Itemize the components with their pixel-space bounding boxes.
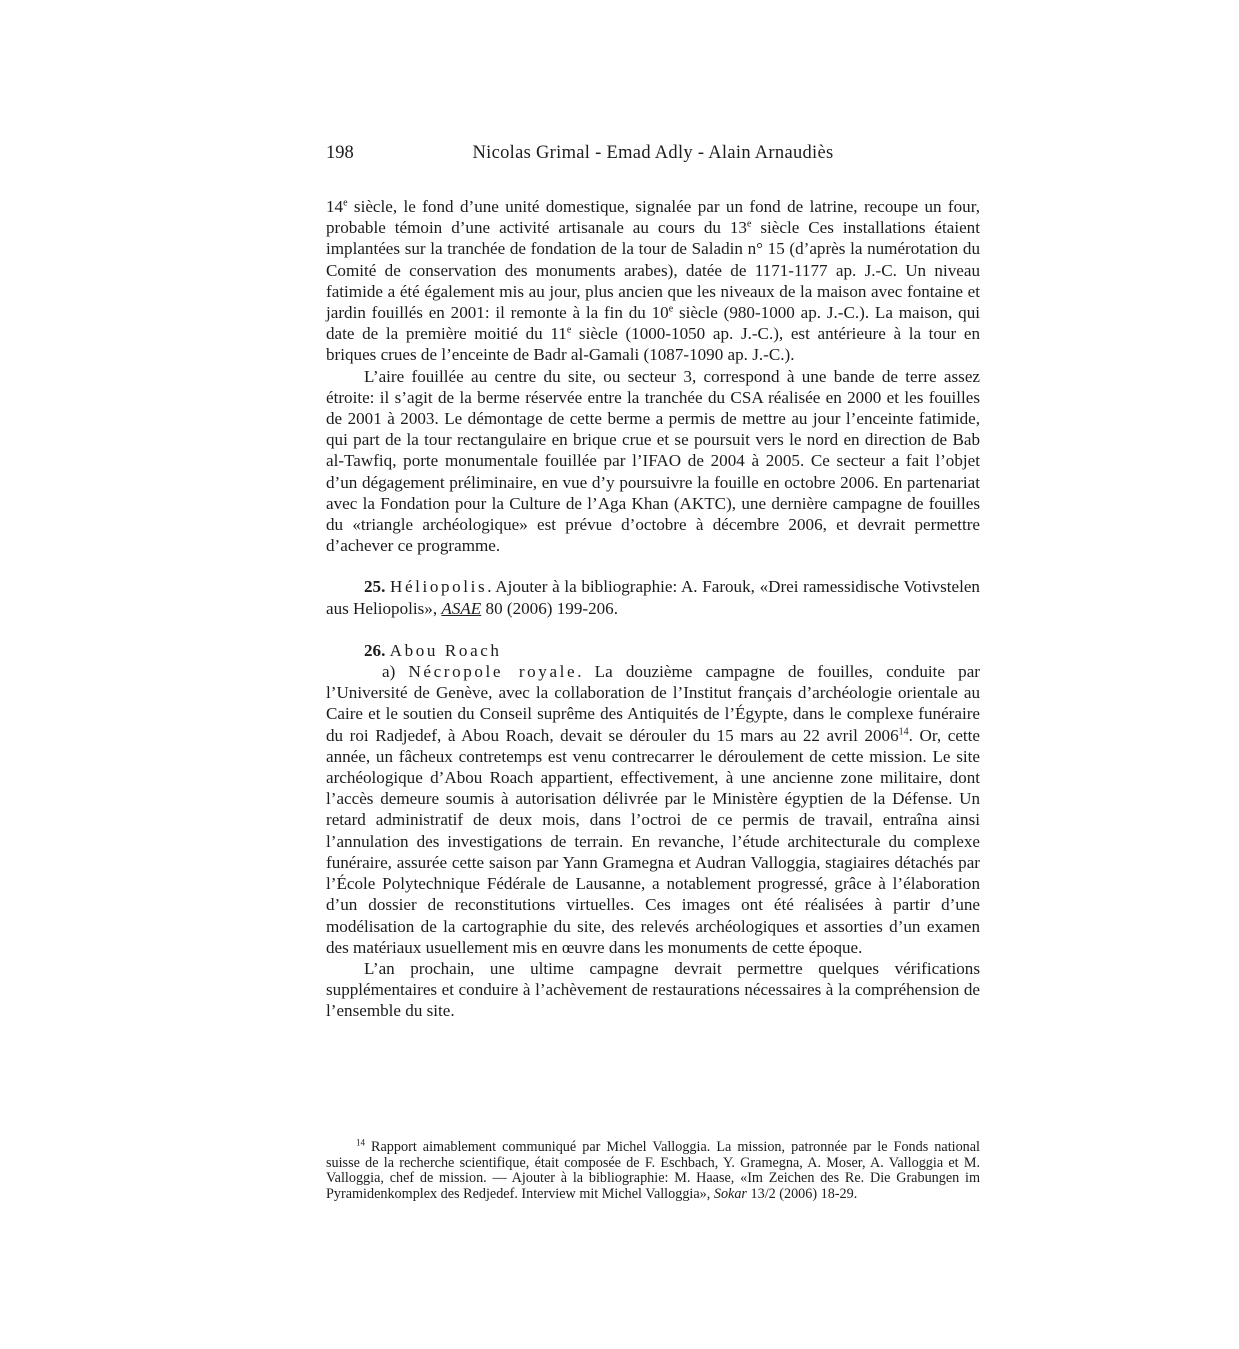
section-number: 25. (364, 577, 386, 597)
section-title: Héliopolis (390, 577, 488, 597)
running-head: Nicolas Grimal - Emad Adly - Alain Arnaudiès (472, 143, 834, 163)
section-26-heading (326, 640, 980, 661)
section-title: Abou Roach (389, 640, 502, 660)
footnote-reference: 14 (898, 725, 909, 737)
footnote-mark: 14 (356, 1137, 365, 1148)
paragraph-necropole-royale: a) Nécropole royale. La douzième campagne de fouilles, conduite par l’Université de Genève, avec la collaboration de l’Institut français d’archéologie orientale au Caire et le soutien du Conseil suprême des Antiquités de l’Égypte, dans le complexe funéraire du roi Radjedef, à Abou Roach, devait se dérouler du 15 mars au 22 avril 2006$^{14}$. Or, cette année, un fâcheux contretemps est venu contrecarrer le déroulement de cette mission. Le site archéologique d’Abou Roach appartient, effectivement, à une ancienne zone militaire, dont l’accès demeure soumis à autorisation délivrée par le Ministère égyptien de la Défense. Un retard administratif de deux mois, dans l’octroi de ce permis de travail, entraîna ainsi l’annulation des investigations de terrain. En revanche, l’étude architecturale du complexe funéraire, assurée cette saison par Yann Gramegna et Audran Valloggia, stagiaires détachés par l’École Polytechnique Fédérale de Lausanne, a notablement progressé, grâce à l’élaboration d’un dossier de reconstitutions virtuelles. Ces images ont été réalisées à partir d’une modélisation de la cartographie du site, des relevés archéologiques et assorties d’un examen des matériaux usuellement mis en œuvre dans les monuments de cette époque. (326, 662, 980, 957)
page-header (326, 143, 980, 167)
body-text (326, 196, 980, 1022)
paragraph-sector-3: L’aire fouillée au centre du site, ou secteur 3, correspond à une bande de terre assez étroite: il s’agit de la berme réservée entre la tranchée du CSA réalisée en 2000 et les fouilles de 2001 à 2003. Le démontage de cette berme a permis de mettre au jour l’enceinte fatimide, qui part de la tour rectangulaire en brique crue et se poursuit vers le nord en direction de Bab al-Tawfiq, porte monumentale fouillée par l’IFAO de 2004 à 2005. Ce secteur a fait l’objet d’un dégagement préliminaire, en vue d’y poursuivre la fouille en octobre 2006. En partenariat avec la Fondation pour la Culture de l’Aga Khan (AKTC), une dernière campagne de fouilles du «triangle archéologique» est prévue d’octobre à décembre 2006, et devrait permettre d’achever ce programme. (326, 366, 980, 556)
journal-title: Sokar (713, 1186, 747, 1203)
section-25-heliopolis: 25. Héliopolis. Ajouter à la bibliographie: A. Farouk, «Drei ramessidische Votivstelen aus Heliopolis», ASAE 80 (2006) 199-206. (326, 577, 980, 618)
page-number: 198 (326, 143, 354, 163)
section-number: 26. (364, 640, 386, 660)
footnote: $^{14}$ Rapport aimablement communiqué par Michel Valloggia. La mission, patronnée par le Fonds national suisse de la recherche scientifique, était composée de F. Eschbach, Y. Gramegna, A. Moser, A. Valloggia et M. Valloggia, chef de mission. — Ajouter à la bibliographie: M. Haase, «Im Zeichen des Re. Die Grabungen im Pyramidenkomplex des Redjedef. Interview mit Michel Valloggia», Sokar 13/2 (2006) 18-29. (326, 1137, 980, 1203)
subsection-title: Nécropole royale (408, 662, 578, 682)
paragraph-next-year: L’an prochain, une ultime campagne devrait permettre quelques vérifications supplémentaires et conduire à l’achèvement de restaurations nécessaires à la compréhension de l’ensemble du site. (326, 958, 980, 1021)
paragraph-continuation: 14e siècle, le fond d’une unité domestique, signalée par un fond de latrine, recoupe un four, probable témoin d’une activité artisanale au cours du 13e siècle Ces installations étaient implantées sur la tranchée de fondation de la tour de Saladin n° 15 (d’après la numérotation du Comité de conservation des monuments arabes), datée de 1171-1177 ap. J.-C. Un niveau fatimide a été également mis au jour, plus ancien que les niveaux de la maison avec fontaine et jardin fouillés en 2001: il remonte à la fin du 10e siècle (980-1000 ap. J.-C.). La maison, qui date de la première moitié du 11e siècle (1000-1050 ap. J.-C.), est antérieure à la tour en briques crues de l’enceinte de Badr al-Gamali (1087-1090 ap. J.-C.). (326, 197, 980, 365)
journal-title: ASAE (441, 598, 482, 618)
